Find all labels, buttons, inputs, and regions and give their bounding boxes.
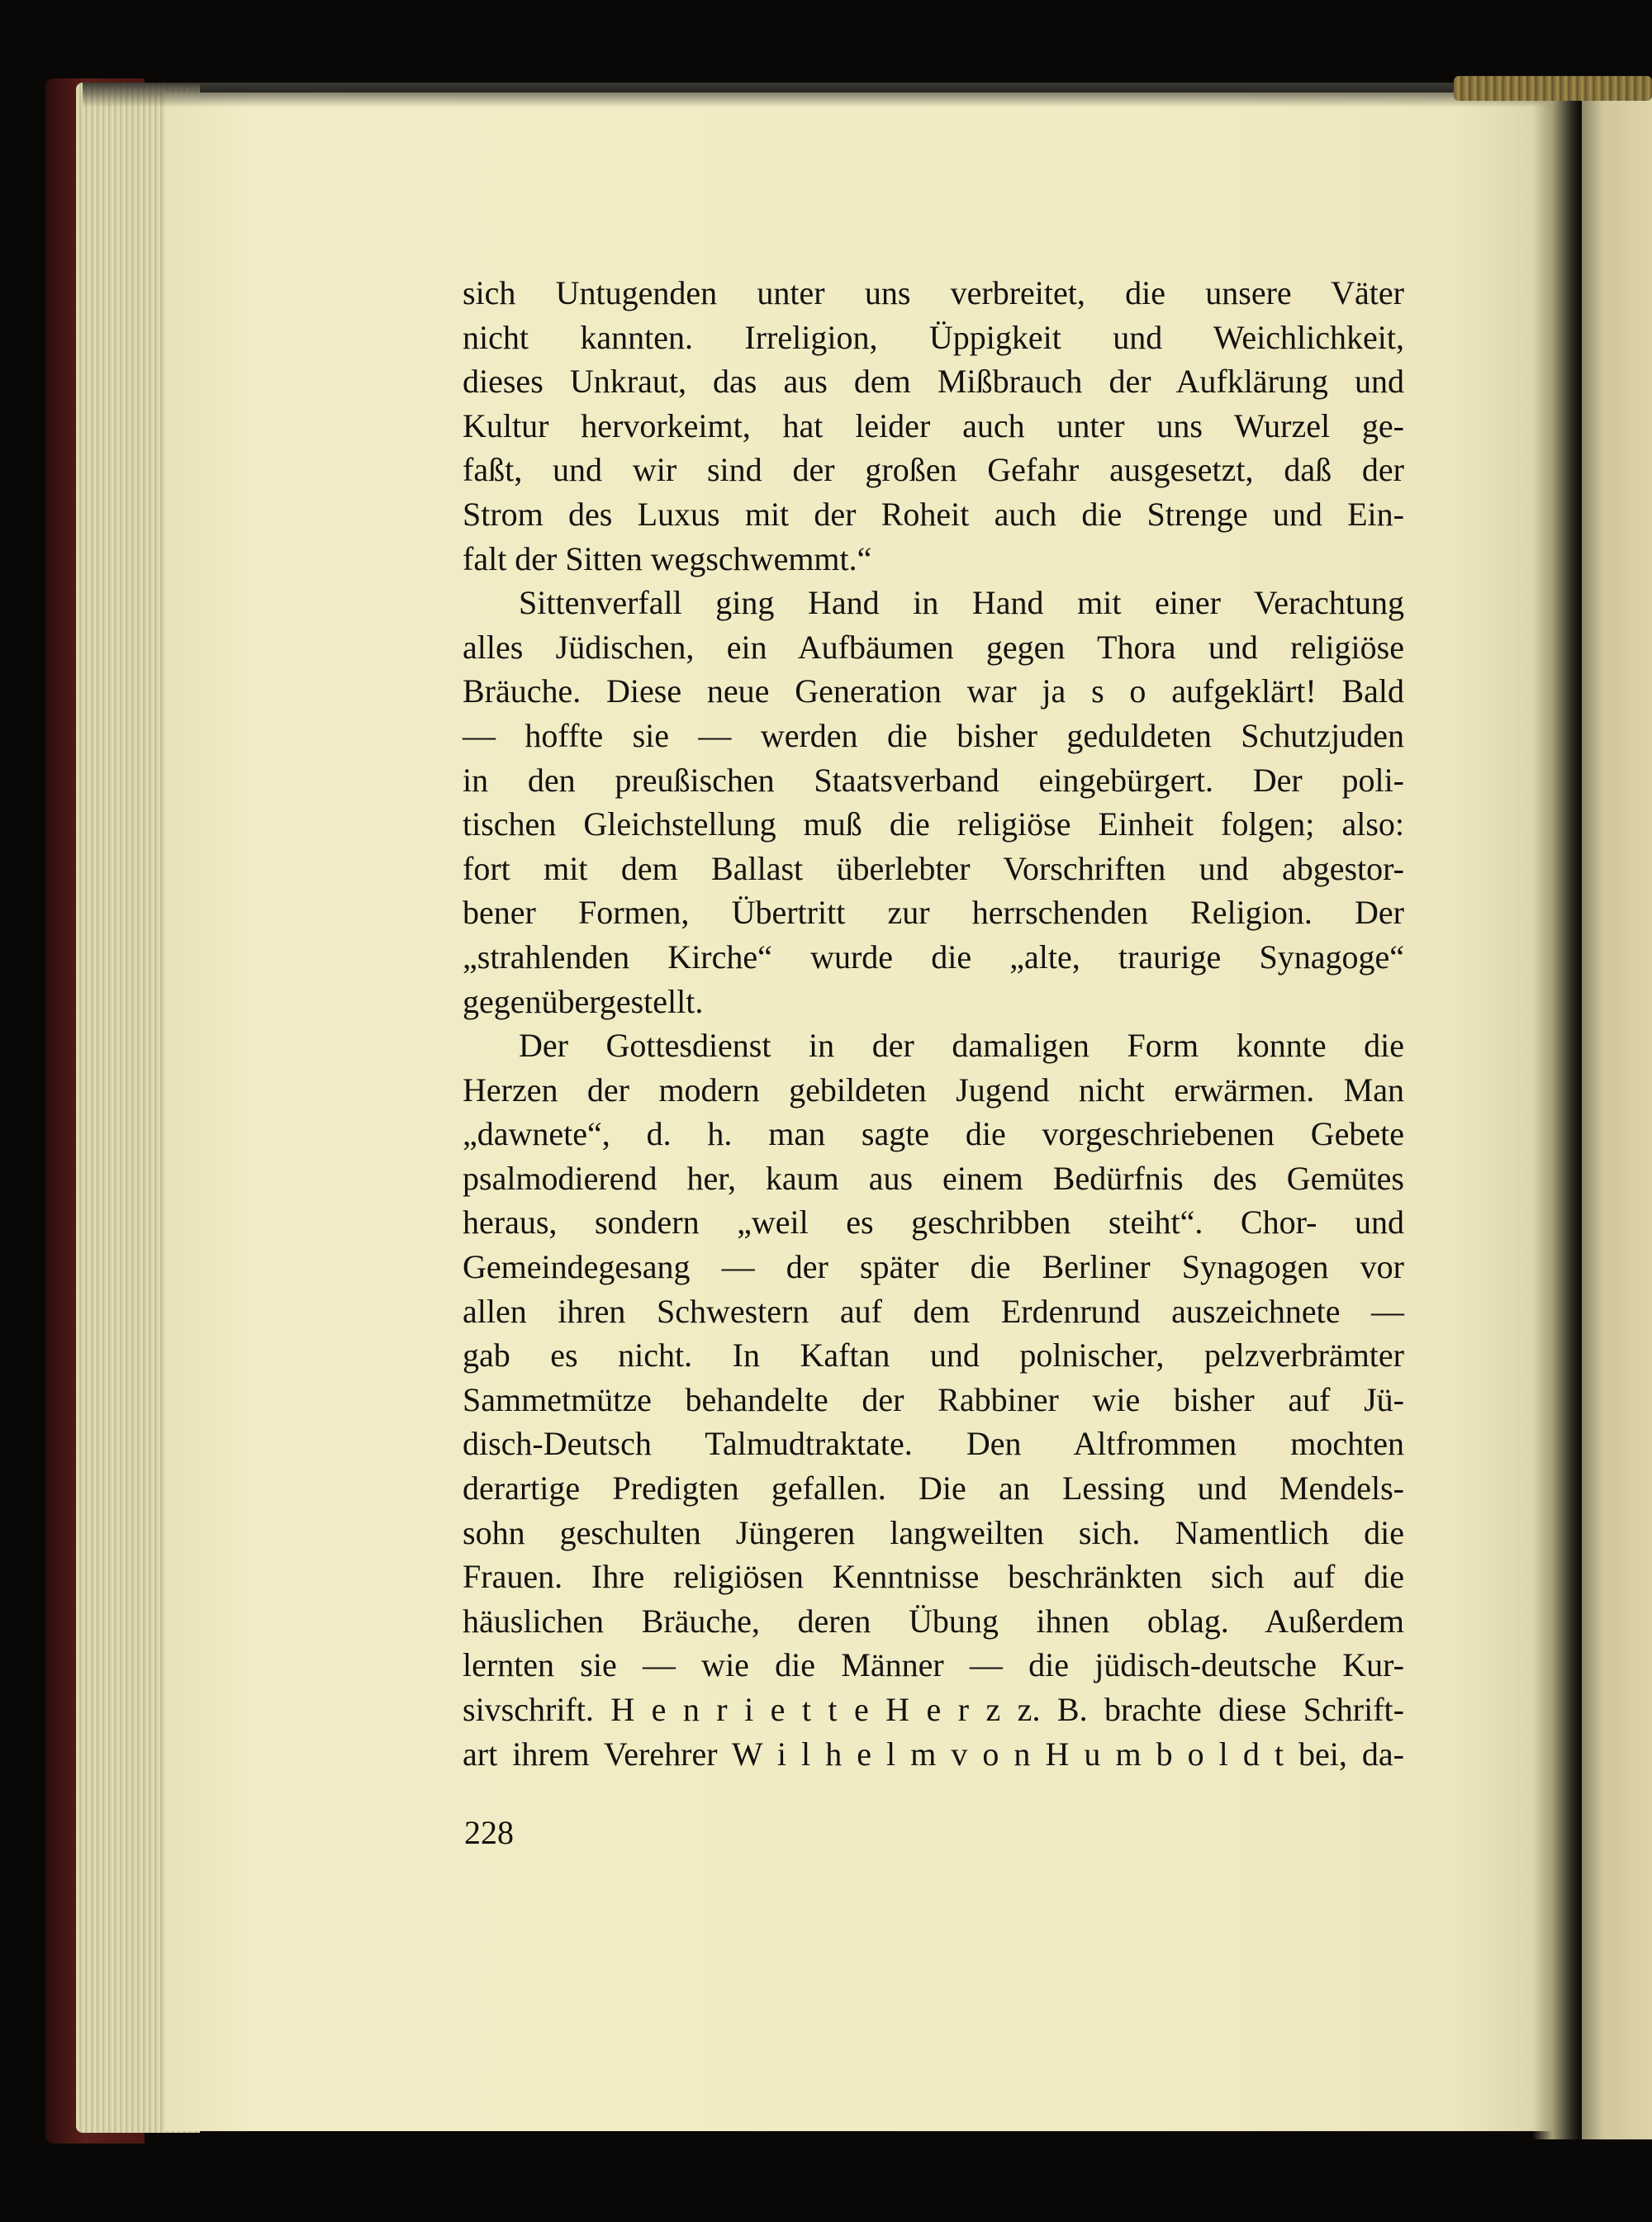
text-line: allen ihren Schwestern auf dem Erdenrund auszeichnete — bbox=[463, 1292, 1404, 1330]
text-line: Sammetmütze behandelte der Rabbiner wie bisher auf Jü- bbox=[463, 1380, 1404, 1418]
text-line: Bräuche. Diese neue Generation war ja s o aufgeklärt! Bald bbox=[463, 672, 1404, 710]
text-line: gab es nicht. In Kaftan und polnischer, pelzverbrämter bbox=[463, 1337, 1404, 1375]
text-line: sohn geschulten Jüngeren langweilten sich. Namentlich die bbox=[463, 1513, 1404, 1551]
text-line: — hoffte sie — werden die bisher geduldeten Schutzjuden bbox=[463, 716, 1404, 754]
text-line: in den preußischen Staatsverband eingebürgert. Der poli- bbox=[463, 761, 1404, 799]
text-line: Herzen der modern gebildeten Jugend nicht erwärmen. Man bbox=[463, 1071, 1404, 1109]
text-line: Strom des Luxus mit der Roheit auch die Strenge und Ein- bbox=[463, 495, 1404, 533]
book-headband bbox=[1454, 76, 1652, 101]
text-line: Der Gottesdienst in der damaligen Form konnte die bbox=[519, 1027, 1404, 1065]
text-line: dieses Unkraut, das aus dem Mißbrauch der Aufklärung und bbox=[463, 363, 1404, 401]
text-line: falt der Sitten wegschwemmt.“ bbox=[463, 539, 872, 577]
text-line: Sittenverfall ging Hand in Hand mit einer Verachtung bbox=[519, 584, 1404, 622]
text-line: alles Jüdischen, ein Aufbäumen gegen Thora und religiöse bbox=[463, 628, 1404, 666]
text-line: sich Untugenden unter uns verbreitet, die unsere Väter bbox=[463, 274, 1404, 311]
text-line: nicht kannten. Irreligion, Üppigkeit und Weichlichkeit, bbox=[463, 318, 1404, 356]
facing-page-edge bbox=[1576, 87, 1652, 2139]
text-line: Frauen. Ihre religiösen Kenntnisse beschränkten sich auf die bbox=[463, 1558, 1404, 1596]
text-line: gegenübergestellt. bbox=[463, 982, 704, 1020]
page-number: 228 bbox=[464, 1814, 514, 1851]
text-line: art ihrem Verehrer W i l h e l m v o n H u m b o l d t bei, da- bbox=[463, 1735, 1404, 1773]
book-gutter bbox=[1532, 83, 1582, 2139]
text-line: psalmodierend her, kaum aus einem Bedürfnis des Gemütes bbox=[463, 1159, 1404, 1197]
text-line: „dawnete“, d. h. man sagte die vorgeschriebenen Gebete bbox=[463, 1115, 1404, 1153]
text-line: Kultur hervorkeimt, hat leider auch unter uns Wurzel ge- bbox=[463, 406, 1404, 444]
text-line: fort mit dem Ballast überlebter Vorschriften und abgestor- bbox=[463, 849, 1404, 887]
text-line: heraus, sondern „weil es geschribben steiht“. Chor- und bbox=[463, 1204, 1404, 1242]
text-line: lernten sie — wie die Männer — die jüdisch-deutsche Kur- bbox=[463, 1646, 1404, 1684]
text-line: derartige Predigten gefallen. Die an Lessing und Mendels- bbox=[463, 1469, 1404, 1507]
text-line: „strahlenden Kirche“ wurde die „alte, traurige Synagoge“ bbox=[463, 938, 1404, 976]
text-line: faßt, und wir sind der großen Gefahr ausgesetzt, daß der bbox=[463, 451, 1404, 489]
text-line: bener Formen, Übertritt zur herrschenden Religion. Der bbox=[463, 894, 1404, 932]
text-line: disch-Deutsch Talmudtraktate. Den Altfrommen mochten bbox=[463, 1425, 1404, 1463]
text-line: sivschrift. H e n r i e t t e H e r z z. B. brachte diese Schrift- bbox=[463, 1691, 1404, 1728]
text-line: häuslichen Bräuche, deren Übung ihnen oblag. Außerdem bbox=[463, 1602, 1404, 1640]
page-top-shadow bbox=[83, 83, 1569, 107]
body-text bbox=[463, 271, 1404, 1776]
text-line: tischen Gleichstellung muß die religiöse Einheit folgen; also: bbox=[463, 805, 1404, 843]
text-line: Gemeindegesang — der später die Berliner Synagogen vor bbox=[463, 1248, 1404, 1286]
